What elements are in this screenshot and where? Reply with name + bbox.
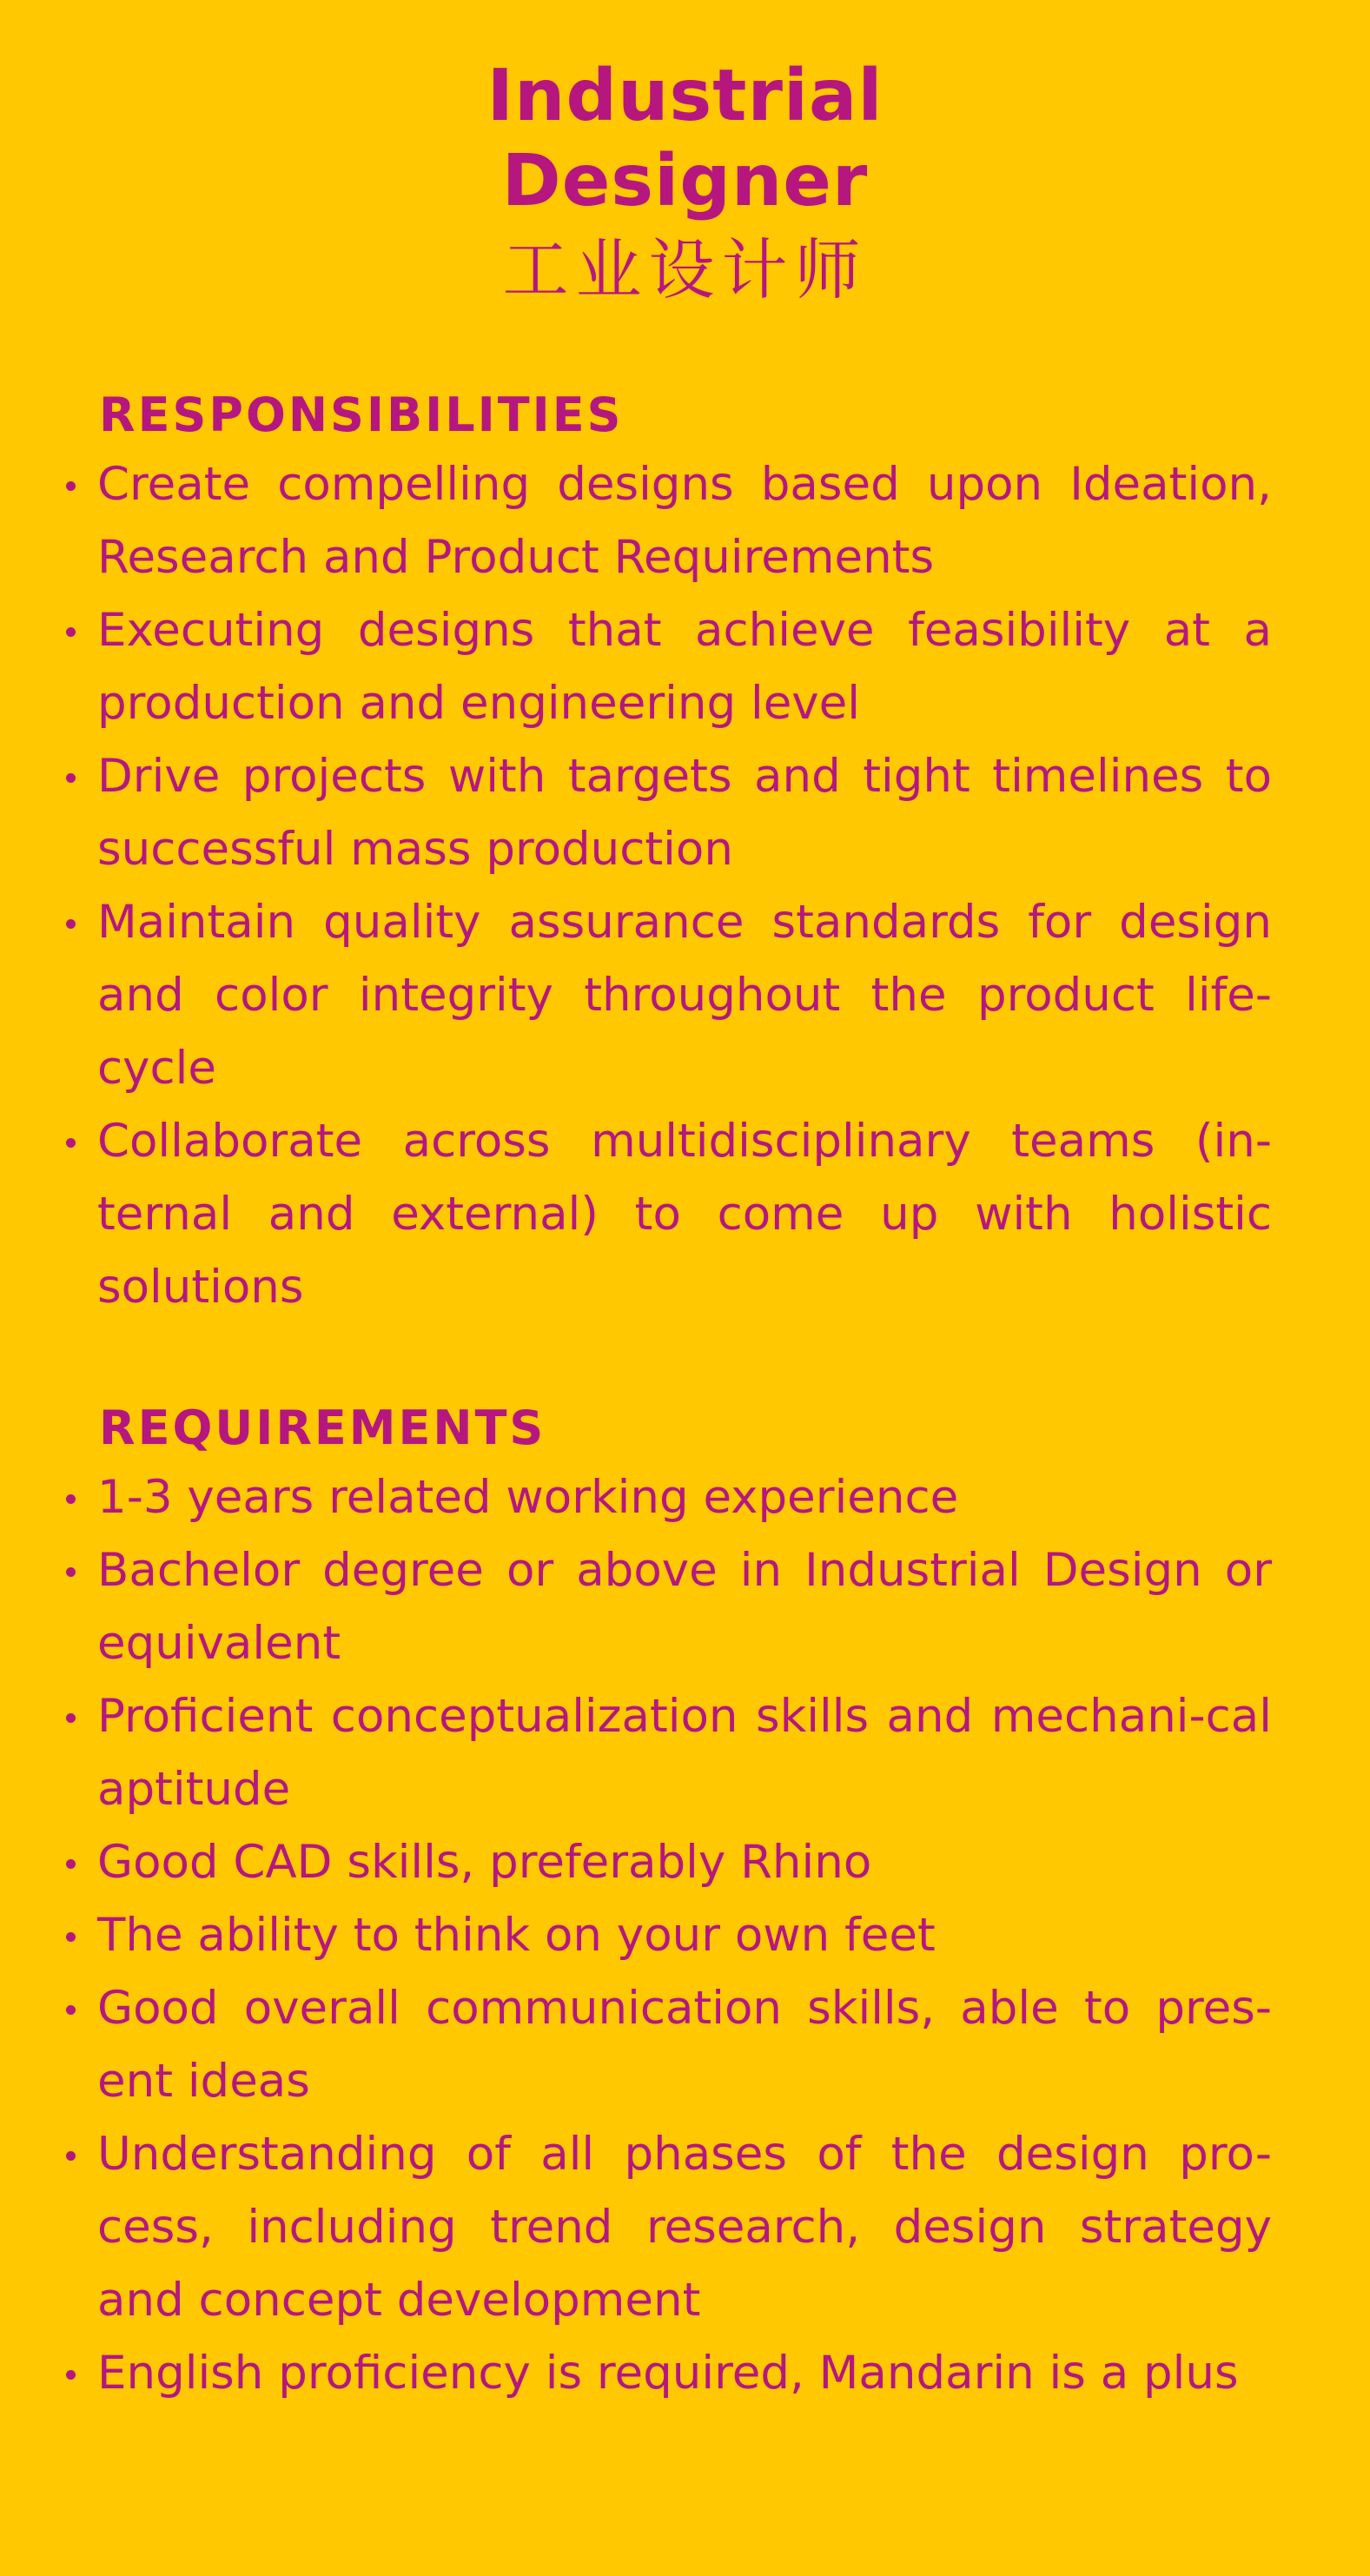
job-title-chinese: 工业设计师 [502, 231, 868, 308]
requirement-text: 1-3 years related working experience [97, 1471, 959, 1524]
responsibilities-list [66, 448, 1272, 1324]
bullet-dot-icon [66, 1713, 76, 1723]
requirement-text: English proficiency is required, Mandarin is a plus [97, 2347, 1239, 2400]
responsibility-item [66, 1105, 1272, 1324]
responsibility-text: Maintain quality assurance standards for design and color integrity throughout the product life-cycle [97, 896, 1272, 1095]
requirement-item [66, 1534, 1272, 1680]
requirement-text: Proficient conceptualization skills and mechani-cal aptitude [97, 1690, 1272, 1816]
responsibility-item [66, 448, 1272, 594]
job-title-line-2: Designer [501, 140, 869, 222]
requirement-text: Bachelor degree or above in Industrial Design or equivalent [97, 1544, 1272, 1670]
requirement-text: Understanding of all phases of the design pro-cess, including trend research, design strategy and concept development [97, 2128, 1272, 2327]
requirement-item [66, 1461, 1272, 1534]
bullet-dot-icon [66, 1859, 76, 1869]
bullet-dot-icon [66, 2151, 76, 2161]
bullet-dot-icon [66, 773, 76, 783]
responsibility-text: Create compelling designs based upon Ideation, Research and Product Requirements [97, 458, 1272, 584]
responsibilities-heading: RESPONSIBILITIES [99, 387, 624, 442]
responsibility-text: Executing designs that achieve feasibility at a production and engineering level [97, 604, 1272, 730]
requirement-text: The ability to think on your own feet [97, 1909, 936, 1962]
responsibility-text: Collaborate across multidisciplinary teams (in-ternal and external) to come up with holistic solutions [97, 1115, 1272, 1314]
bullet-dot-icon [66, 481, 76, 491]
requirement-item [66, 1972, 1272, 2118]
requirement-item [66, 1826, 1272, 1899]
bullet-dot-icon [66, 2005, 76, 2015]
requirements-list [66, 1461, 1272, 2410]
requirements-heading: REQUIREMENTS [99, 1401, 546, 1455]
bullet-dot-icon [66, 1567, 76, 1577]
bullet-dot-icon [66, 1494, 76, 1504]
responsibility-item [66, 886, 1272, 1105]
job-title-header [0, 54, 1370, 318]
requirement-item [66, 1680, 1272, 1826]
responsibilities-section [66, 387, 1272, 1324]
bullet-dot-icon [66, 1138, 76, 1148]
requirement-item [66, 2337, 1272, 2410]
bullet-dot-icon [66, 1932, 76, 1942]
bullet-dot-icon [66, 627, 76, 637]
requirement-text: Good overall communication skills, able to pres-ent ideas [97, 1982, 1272, 2108]
bullet-dot-icon [66, 919, 76, 929]
job-title-line-1: Industrial [486, 55, 884, 137]
bullet-dot-icon [66, 2370, 76, 2380]
requirement-item [66, 2118, 1272, 2337]
responsibility-text: Drive projects with targets and tight timelines to successful mass production [97, 750, 1272, 876]
requirements-section [66, 1401, 1272, 2410]
responsibility-item [66, 594, 1272, 740]
responsibility-item [66, 740, 1272, 886]
requirement-text: Good CAD skills, preferably Rhino [97, 1836, 872, 1889]
requirement-item [66, 1899, 1272, 1972]
